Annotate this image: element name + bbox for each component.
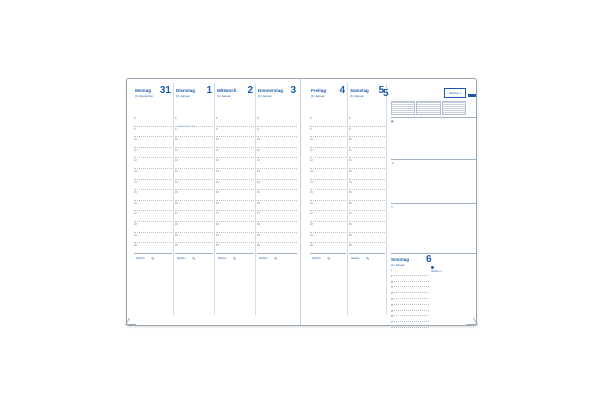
planning-section[interactable] [391, 159, 476, 202]
flag-icon: ▣ [391, 120, 394, 123]
hour-label: 14 [349, 180, 352, 184]
hour-slot[interactable] [349, 201, 385, 212]
pen-icon: ✎ [192, 256, 196, 261]
notes-area[interactable] [175, 253, 213, 316]
week-overview-panel [383, 83, 476, 325]
hour-slot[interactable] [175, 211, 213, 222]
mini-calendar[interactable] [416, 101, 440, 115]
hour-label: 11 [349, 148, 352, 152]
notes-label: Notizen [136, 257, 145, 260]
hour-label: 17 [134, 212, 137, 216]
hour-label: 10 [134, 138, 137, 142]
hour-slot[interactable] [349, 190, 385, 201]
hour-label: 14 [216, 180, 219, 184]
hour-slot[interactable] [134, 116, 172, 127]
mini-calendar[interactable] [391, 101, 415, 115]
day-column-monday [133, 83, 177, 315]
hour-slot[interactable] [216, 222, 254, 233]
hour-slots [216, 116, 254, 254]
day-name: Samstag [350, 88, 369, 93]
notes-label: Notizen [259, 257, 268, 260]
hour-label: 15 [391, 310, 394, 313]
hour-slot[interactable] [134, 211, 172, 222]
day-name: Dienstag [176, 88, 196, 93]
hour-label: 8 [349, 117, 351, 120]
right-page [301, 79, 476, 325]
hour-slot[interactable] [310, 116, 346, 127]
day-header [217, 85, 254, 105]
hour-label: 9 [391, 275, 393, 278]
notes-area[interactable] [216, 253, 254, 316]
day-name: Mittwoch [217, 88, 237, 93]
pen-icon: ✎ [327, 256, 331, 261]
hour-slot[interactable] [310, 222, 346, 233]
day-number: 5 [378, 85, 384, 96]
pen-icon: ✎ [274, 256, 278, 261]
hour-slot[interactable] [216, 211, 254, 222]
hour-slot[interactable] [257, 222, 297, 233]
hour-label: 20 [310, 244, 313, 248]
hour-slot[interactable] [134, 190, 172, 201]
hour-label: 16 [175, 201, 178, 205]
hour-label: 8 [391, 270, 393, 272]
week-label: Woche [449, 91, 459, 95]
hour-slot[interactable] [257, 148, 297, 159]
hour-slot[interactable] [310, 137, 346, 148]
hour-slot[interactable] [257, 233, 297, 244]
hour-label: 17 [175, 212, 178, 216]
hour-label: 19 [349, 233, 352, 237]
hour-label: 15 [134, 191, 137, 195]
day-column-thursday [256, 83, 298, 315]
hour-label: 18 [216, 222, 219, 226]
hour-slot[interactable] [349, 180, 385, 191]
hour-slot[interactable] [310, 233, 346, 244]
hour-label: 16 [257, 201, 260, 205]
hour-label: 13 [175, 169, 178, 173]
day-number: 31 [159, 85, 171, 96]
hour-slot[interactable] [216, 201, 254, 212]
day-subtitle: (1) Dezember [135, 94, 154, 98]
hour-label: 12 [310, 159, 313, 163]
hour-slot[interactable] [134, 127, 172, 138]
day-subtitle: (1) Januar [258, 94, 272, 98]
hour-slot[interactable] [175, 158, 213, 169]
pen-icon: ✎ [233, 256, 237, 261]
hour-label: 10 [391, 281, 394, 284]
hour-slot[interactable] [257, 211, 297, 222]
hour-slot[interactable] [310, 169, 346, 180]
hour-label: 14 [310, 180, 313, 184]
hour-label: 16 [310, 201, 313, 205]
hour-label: 14 [257, 180, 260, 184]
hour-label: 11 [310, 148, 313, 152]
hour-label: 8 [216, 117, 218, 120]
hour-label: 14 [134, 180, 137, 184]
week-number: 1 [459, 91, 461, 95]
notes-area[interactable] [134, 253, 172, 316]
hour-label: 12 [257, 159, 260, 163]
hour-slot[interactable] [175, 180, 213, 191]
day-subtitle: (1) Januar [391, 263, 405, 267]
hour-slots [134, 116, 172, 254]
sunday-block [391, 253, 476, 325]
hour-slot[interactable] [216, 116, 254, 127]
hour-label: 12 [216, 159, 219, 163]
hour-slot[interactable] [349, 127, 385, 138]
hour-slot[interactable] [349, 169, 385, 180]
hour-label: 10 [216, 138, 219, 142]
hour-label: 18 [310, 222, 313, 226]
hour-slot[interactable] [216, 233, 254, 244]
hour-slot[interactable] [134, 222, 172, 233]
day-header [258, 85, 297, 105]
day-number: 3 [290, 85, 296, 96]
hour-label: 13 [391, 298, 394, 301]
phone-icon: ☏ [391, 162, 395, 165]
planning-section[interactable] [391, 203, 476, 252]
hour-slot[interactable] [257, 201, 297, 212]
hour-slot[interactable] [310, 211, 346, 222]
hour-slot[interactable] [134, 158, 172, 169]
hour-label: 12 [349, 159, 352, 163]
hour-label: 9 [216, 127, 218, 131]
hour-slot[interactable] [257, 116, 297, 127]
hour-slot[interactable] [310, 127, 346, 138]
hour-slot[interactable] [175, 148, 213, 159]
hour-slot[interactable] [216, 190, 254, 201]
planning-section[interactable] [391, 117, 476, 158]
hour-label: 9 [134, 127, 136, 131]
weekly-planner [126, 78, 477, 326]
mini-calendars [391, 101, 466, 113]
mini-calendar[interactable] [442, 101, 466, 115]
hour-label: 16 [216, 201, 219, 205]
hour-label: 15 [216, 191, 219, 195]
hour-label: 17 [349, 212, 352, 216]
hour-label: 13 [257, 169, 260, 173]
day-header [350, 85, 385, 105]
hour-slot[interactable] [175, 169, 213, 180]
hour-label: 14 [175, 180, 178, 184]
hour-slot[interactable] [216, 137, 254, 148]
hour-label: 14 [391, 304, 394, 307]
hour-slot[interactable] [175, 201, 213, 212]
day-column-saturday [348, 83, 387, 315]
hour-slot[interactable] [216, 180, 254, 191]
hour-slot[interactable] [216, 148, 254, 159]
hour-slot[interactable] [349, 137, 385, 148]
hour-label: 15 [349, 191, 352, 195]
notes-label: Notizen [218, 257, 227, 260]
hour-label: 8 [310, 117, 312, 120]
hour-label: 13 [134, 169, 137, 173]
hour-label: 18 [134, 222, 137, 226]
day-column-tuesday [174, 83, 218, 315]
hour-slot[interactable] [216, 169, 254, 180]
sunday-notes[interactable] [431, 270, 442, 273]
hour-label: 19 [257, 233, 260, 237]
day-name: Montag [135, 88, 151, 93]
notes-label: Notizen [312, 257, 321, 260]
hour-label: 8 [134, 117, 136, 120]
hour-label: 20 [134, 244, 137, 248]
hour-slot[interactable] [175, 190, 213, 201]
hour-label: 12 [175, 159, 178, 163]
hour-slot[interactable] [175, 222, 213, 233]
hour-slot[interactable] [175, 233, 213, 244]
day-subtitle: (1) Januar [311, 94, 325, 98]
hour-label: 13 [310, 169, 313, 173]
moon-phase-icon [431, 266, 434, 269]
day-number: 6 [426, 254, 432, 265]
day-number: 4 [339, 85, 345, 96]
day-header [176, 85, 213, 105]
hour-label: 10 [175, 138, 178, 142]
hour-label: 15 [175, 191, 178, 195]
hour-label: 13 [349, 169, 352, 173]
day-number: 2 [247, 85, 253, 96]
hour-label: 11 [391, 287, 394, 290]
hour-slot[interactable] [257, 169, 297, 180]
hour-slot[interactable] [175, 127, 213, 138]
hour-label: 9 [257, 127, 259, 131]
hour-slot[interactable] [175, 137, 213, 148]
notes-label: Notizen [431, 270, 440, 273]
day-column-wednesday [215, 83, 259, 315]
day-number: 1 [206, 85, 212, 96]
hour-label: 20 [175, 244, 178, 248]
hour-slot[interactable] [349, 148, 385, 159]
panel-day-number: 5 [383, 88, 389, 99]
hour-label: 11 [134, 148, 137, 152]
hour-slot[interactable] [257, 180, 297, 191]
hour-slot[interactable] [349, 222, 385, 233]
hour-label: 16 [349, 201, 352, 205]
holiday-label: Neujahr (Kl, Ö, Ch) [178, 126, 196, 128]
hour-label: 11 [257, 148, 260, 152]
hour-slot[interactable] [134, 233, 172, 244]
page-tab-marker [468, 94, 476, 97]
hour-slot[interactable] [134, 148, 172, 159]
hour-slots [391, 270, 429, 328]
hour-label: 9 [175, 127, 177, 131]
hour-label: 11 [175, 148, 178, 152]
hour-slots [175, 116, 213, 254]
hour-slot[interactable] [349, 233, 385, 244]
day-header [135, 85, 172, 105]
day-name: Sonntag [391, 257, 409, 262]
pen-icon: ✎ [366, 256, 370, 261]
hour-slot[interactable] [134, 169, 172, 180]
hour-slot[interactable] [310, 180, 346, 191]
hour-label: 8 [175, 117, 177, 120]
hour-slot[interactable] [216, 158, 254, 169]
hour-label: 17 [310, 212, 313, 216]
hour-label: 10 [310, 138, 313, 142]
hour-label: 20 [349, 244, 352, 248]
hour-slot[interactable] [310, 158, 346, 169]
hour-label: 20 [257, 244, 260, 248]
hour-label: 15 [257, 191, 260, 195]
hour-label: 12 [391, 293, 394, 296]
hour-label: 17 [257, 212, 260, 216]
day-header [311, 85, 346, 105]
hour-label: 15 [310, 191, 313, 195]
hour-label: 19 [175, 233, 178, 237]
hour-label: 16 [391, 316, 394, 319]
hour-slot[interactable] [310, 201, 346, 212]
hour-label: 10 [257, 138, 260, 142]
hour-label: 19 [310, 233, 313, 237]
hour-slot[interactable] [349, 158, 385, 169]
hour-label: 10 [349, 138, 352, 142]
notes-area[interactable] [349, 253, 385, 316]
hour-slot[interactable] [134, 201, 172, 212]
notes-label: Notizen [351, 257, 360, 260]
hour-label: 18 [257, 222, 260, 226]
day-subtitle: (1) Januar [350, 94, 364, 98]
hour-slot[interactable] [175, 116, 213, 127]
hour-slot[interactable] [257, 137, 297, 148]
pen-icon: ✎ [151, 256, 155, 261]
hour-label: 19 [216, 233, 219, 237]
hour-label: 20 [216, 244, 219, 248]
hour-label: 16 [134, 201, 137, 205]
day-subtitle: (1) Januar [217, 94, 231, 98]
hour-label: 8 [257, 117, 259, 120]
hour-label: 17 [216, 212, 219, 216]
pen-icon: ✎ [440, 270, 443, 273]
day-name: Donnerstag [258, 88, 284, 93]
week-badge [444, 88, 466, 98]
hour-slots [257, 116, 297, 254]
left-page [127, 79, 300, 325]
notes-label: Notizen [177, 257, 186, 260]
hour-slot[interactable] [349, 211, 385, 222]
notes-area[interactable] [257, 253, 297, 316]
notes-icon: ✎ [391, 206, 394, 209]
hour-slot[interactable] [257, 190, 297, 201]
hour-slots [310, 116, 346, 254]
day-subtitle: (1) Januar [176, 94, 190, 98]
hour-slot[interactable] [216, 127, 254, 138]
hour-label: 13 [216, 169, 219, 173]
hour-label: 11 [216, 148, 219, 152]
hour-slot[interactable] [310, 148, 346, 159]
hour-label: 19 [134, 233, 137, 237]
hour-slot[interactable] [134, 137, 172, 148]
hour-slots [349, 116, 385, 254]
day-column-friday [309, 83, 351, 315]
hour-label: 12 [134, 159, 137, 163]
hour-label: 9 [349, 127, 351, 131]
hour-slot[interactable] [257, 127, 297, 138]
hour-label: 18 [175, 222, 178, 226]
hour-slot[interactable] [134, 180, 172, 191]
hour-label: 9 [310, 127, 312, 131]
hour-label: 18 [349, 222, 352, 226]
hour-slot[interactable] [391, 322, 429, 328]
hour-slot[interactable] [310, 190, 346, 201]
notes-area[interactable] [310, 253, 346, 316]
hour-slot[interactable] [257, 158, 297, 169]
hour-slot[interactable] [349, 116, 385, 127]
hour-label: 17 [391, 322, 394, 325]
day-name: Freitag [311, 88, 327, 93]
